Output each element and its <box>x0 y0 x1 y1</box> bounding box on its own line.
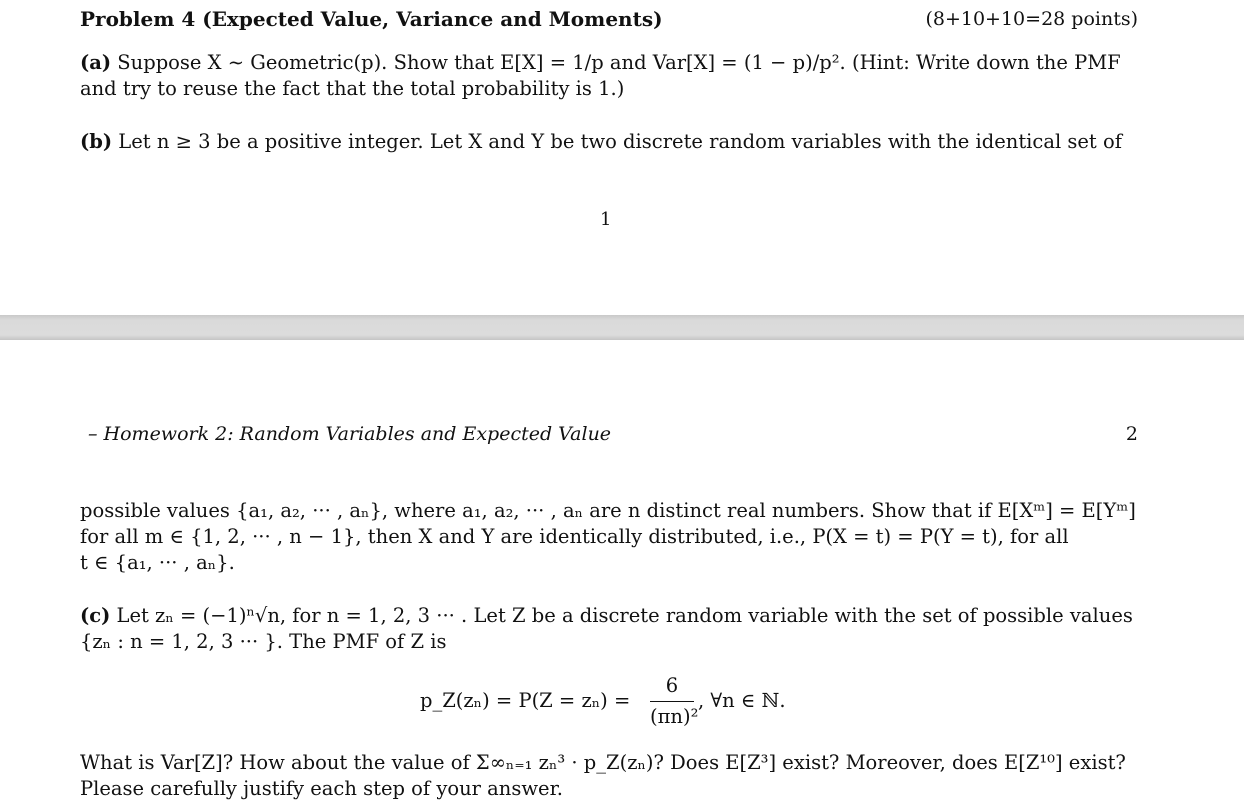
part-a-text-1: Suppose X ∼ Geometric(p). Show that E[X] = 1/p and Var[X] = (1 − p)/p². (Hint: Write down the PMF <box>117 51 1121 74</box>
page-number-1: 1 <box>600 209 612 230</box>
fraction-bar <box>650 701 694 702</box>
problem-points: (8+10+10=28 points) <box>925 8 1138 30</box>
part-b-line-1 <box>80 129 1138 155</box>
part-a-line-1 <box>80 50 1138 76</box>
page-separator <box>0 315 1244 340</box>
part-b-cont-line-1: possible values {a₁, a₂, ··· , aₙ}, where a₁, a₂, ··· , aₙ are n distinct real numbers. Show that if E[Xᵐ] = E[Yᵐ] <box>80 499 1136 522</box>
part-b-cont-line-3: t ∈ {a₁, ··· , aₙ}. <box>80 551 235 574</box>
part-b-cont-line-2: for all m ∈ {1, 2, ··· , n − 1}, then X and Y are identically distributed, i.e., P(X = t) = P(Y = t), for all <box>80 525 1069 548</box>
page-number-2: 2 <box>1125 423 1138 445</box>
part-c-line-1 <box>80 603 1138 629</box>
running-header: – Homework 2: Random Variables and Expected Value <box>88 423 612 445</box>
formula-lhs: p_Z(zₙ) = P(Z = zₙ) = <box>420 689 631 712</box>
part-c-line-4: Please carefully justify each step of your answer. <box>80 777 563 800</box>
part-a-line-2: and try to reuse the fact that the total probability is 1.) <box>80 77 625 100</box>
part-c-text-1: Let zₙ = (−1)ⁿ√n, for n = 1, 2, 3 ··· . Let Z be a discrete random variable with the set of possible values <box>116 604 1133 627</box>
formula-fraction <box>650 673 699 730</box>
pmf-formula <box>420 673 840 729</box>
part-a-label: (a) <box>80 51 112 74</box>
part-c-line-3: What is Var[Z]? How about the value of Σ∞ₙ₌₁ zₙ³ · p_Z(zₙ)? Does E[Z³] exist? Moreover, does E[Z¹⁰] exist? <box>80 751 1126 774</box>
formula-rhs: , ∀n ∈ ℕ. <box>698 689 786 712</box>
part-b-text-1: Let n ≥ 3 be a positive integer. Let X and Y be two discrete random variables with the identical set of <box>118 130 1122 153</box>
problem-title: Problem 4 (Expected Value, Variance and Moments) <box>80 7 663 31</box>
formula-denominator: (πn)² <box>650 705 699 728</box>
formula-numerator: 6 <box>665 674 679 697</box>
part-b-label: (b) <box>80 130 113 153</box>
part-c-label: (c) <box>80 604 111 627</box>
part-c-line-2: {zₙ : n = 1, 2, 3 ··· }. The PMF of Z is <box>80 630 447 653</box>
